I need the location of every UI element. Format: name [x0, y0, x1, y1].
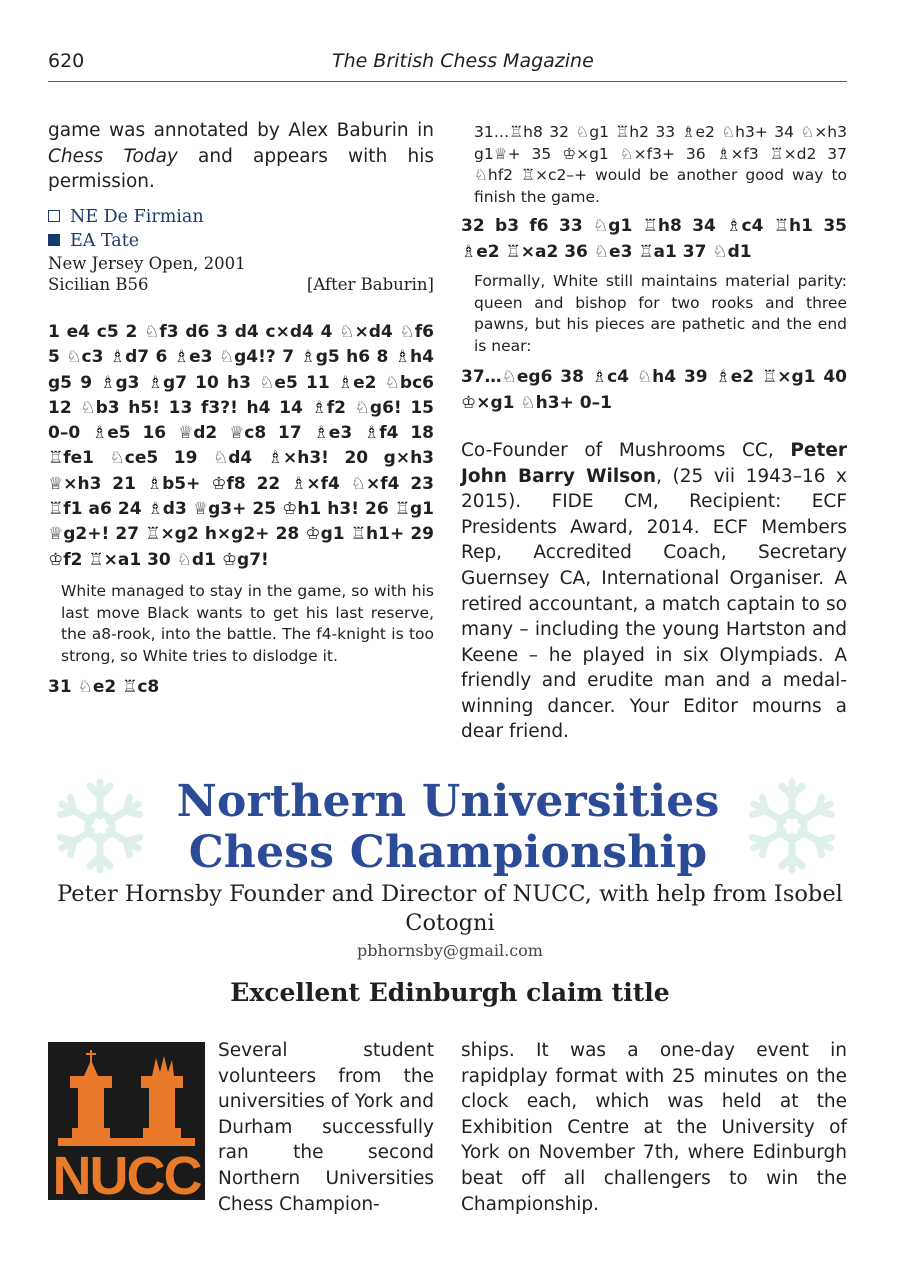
- page-header: [48, 50, 847, 80]
- black-player: EA Tate: [48, 229, 434, 253]
- right-column: [461, 122, 847, 745]
- logo-text: NUCC: [52, 1146, 201, 1200]
- article-paragraph-right: ships. It was a one-day event in rapidplay format with 25 minutes on the clock each, which was held at the Exhibition Centre at the University of York on November 7th, where Edinburgh beat off all challengers to win the Championship.: [461, 1040, 847, 1215]
- black-square-icon: [48, 234, 60, 246]
- snowflake-right-icon: [742, 776, 842, 876]
- byline: Peter Hornsby Founder and Director of NUCC, with help from Isobel Cotogni: [57, 881, 843, 936]
- obituary-paragraph: Co-Founder of Mushrooms CC, Peter John Barry Wilson, (25 vii 1943–16 x 2015). FIDE CM, Recipient: ECF Presidents Award, 2014. ECF Members Rep, Accredited Coach, Secretary Guernsey CA, International Organiser. A retired accountant, a match captain to so many – including the young Hartston and Keene – he played in six Olympiads. A friendly and erudite man and a medal-winning dancer. Your Editor mourns a dear friend.: [461, 439, 848, 743]
- publication-name: Chess Today: [48, 145, 178, 167]
- subheading: Excellent Edinburgh claim title: [230, 978, 670, 1007]
- author-email: pbhornsby@gmail.com: [357, 941, 543, 960]
- article-title: [148, 776, 748, 878]
- left-column: [48, 118, 434, 701]
- annotation-note-2: Formally, White still maintains material parity: queen and bishop for two rooks and three pawns, but his pieces are pathetic and the end is near:: [474, 271, 847, 355]
- game-moves-final: 37…♘eg6 38 ♗c4 ♘h4 39 ♗e2 ♖×g1 40 ♔×g1 ♘h3+ 0–1: [461, 367, 847, 413]
- article-paragraph-left: Several student volunteers from the universities of York and Durham successfully ran the second Northern Universities Chess Champion-: [218, 1040, 434, 1215]
- white-player: NE De Firmian: [48, 205, 434, 229]
- annotation-source: [After Baburin]: [306, 275, 434, 295]
- annotation-note-top: 31…♖h8 32 ♘g1 ♖h2 33 ♗e2 ♘h3+ 34 ♘×h3 g1♕+ 35 ♔×g1 ♘×f3+ 36 ♗×f3 ♖×d2 37 ♘hf2 ♖×c2–+ would be another good way to finish the game.: [474, 123, 847, 206]
- snowflake-left-icon: [50, 776, 150, 876]
- intro-paragraph: game was annotated by Alex Baburin in Chess Today and appears with his permission.: [48, 120, 434, 193]
- header-rule: [48, 81, 847, 82]
- opening-name: Sicilian B56: [48, 275, 149, 295]
- page-number: 620: [48, 50, 85, 72]
- article-title-line-2: Chess Championship: [188, 827, 708, 878]
- event-line: New Jersey Open, 2001: [48, 253, 246, 273]
- magazine-title: The British Chess Magazine: [332, 50, 594, 72]
- game-moves-right: 32 b3 f6 33 ♘g1 ♖h8 34 ♗c4 ♖h1 35 ♗e2 ♖×a2 36 ♘e3 ♖a1 37 ♘d1: [461, 216, 847, 262]
- game-moves-continued: 31 ♘e2 ♖c8: [48, 677, 160, 698]
- opening-line: [48, 274, 434, 296]
- obituary-name: Peter John Barry Wilson: [461, 439, 847, 487]
- nucc-logo: [48, 1042, 205, 1200]
- annotation-note: White managed to stay in the game, so with his last move Black wants to get his last reserve, the a8-rook, into the battle. The f4-knight is too strong, so White tries to dislodge it.: [61, 581, 434, 665]
- white-square-icon: [48, 210, 60, 222]
- game-header: [48, 205, 434, 296]
- article-title-line-1: Northern Universities: [176, 776, 720, 827]
- game-moves: 1 e4 c5 2 ♘f3 d6 3 d4 c×d4 4 ♘×d4 ♘f6 5 ♘c3 ♗d7 6 ♗e3 ♘g4!? 7 ♗g5 h6 8 ♗h4 g5 9 ♗g3 ♗g7 10 h3 ♘e5 11 ♗e2 ♘bc6 12 ♘b3 h5! 13 f3?! h4 14 ♗f2 ♘g6! 15 0–0 ♗e5 16 ♕d2 ♕c8 17 ♗e3 ♗f4 18 ♖fe1 ♘ce5 19 ♘d4 ♗×h3! 20 g×h3 ♕×h3 21 ♗b5+ ♔f8 22 ♗×f4 ♘×f4 23 ♖f1 a6 24 ♗d3 ♕g3+ 25 ♔h1 h3! 26 ♖g1 ♕g2+! 27 ♖×g2 h×g2+ 28 ♔g1 ♖h1+ 29 ♔f2 ♖×a1 30 ♘d1 ♔g7!: [48, 321, 434, 570]
